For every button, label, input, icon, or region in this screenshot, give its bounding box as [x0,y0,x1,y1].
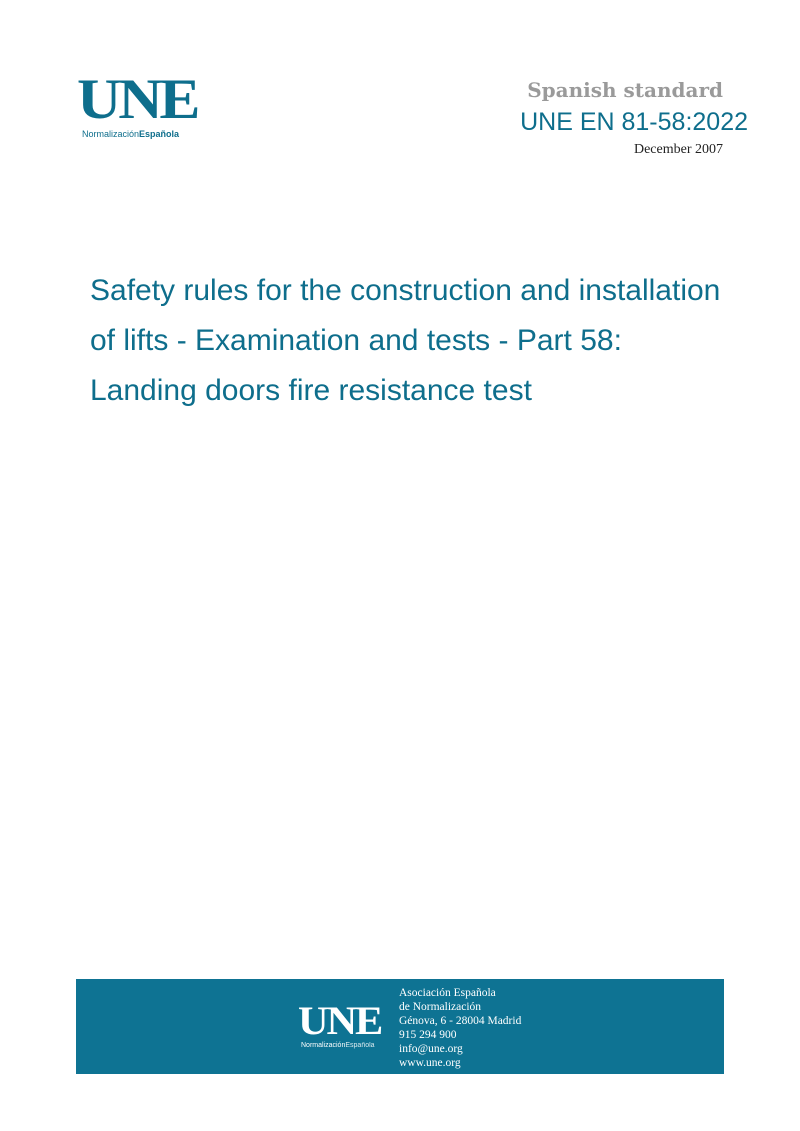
standard-date: December 2007 [633,142,723,157]
footer-org-name-1: Asociación Española [399,987,496,999]
title-line: Safety rules for the construction and installation [90,274,721,307]
une-logo-letters: UNE [77,68,198,131]
une-logo [77,68,198,144]
footer-contact-info [399,986,521,1070]
une-logo-subtitle [82,129,179,140]
footer-logo-sub-regular: Normalización [301,1042,346,1049]
footer-org-name-2: de Normalización [399,1001,482,1013]
footer-address: Génova, 6 - 28004 Madrid [399,1015,522,1027]
logo-sub-bold: Española [139,129,180,139]
footer-logo-sub-light: Española [345,1042,375,1049]
footer-logo-letters: UNE [298,998,382,1043]
footer-email: info@une.org [399,1043,463,1055]
footer-phone: 915 294 900 [399,1029,457,1041]
footer-banner [76,979,724,1074]
title-line: of lifts - Examination and tests - Part 58: [90,324,622,357]
document-title [90,266,795,416]
title-line: Landing doors fire resistance test [90,374,532,407]
footer-une-logo [298,998,382,1053]
standard-type: Spanish standard [527,78,723,102]
footer-logo-subtitle [301,1041,375,1050]
footer-website: www.une.org [399,1057,461,1069]
logo-sub-regular: Normalización [82,129,140,139]
standard-code: UNE EN 81-58:2022 [520,108,748,136]
